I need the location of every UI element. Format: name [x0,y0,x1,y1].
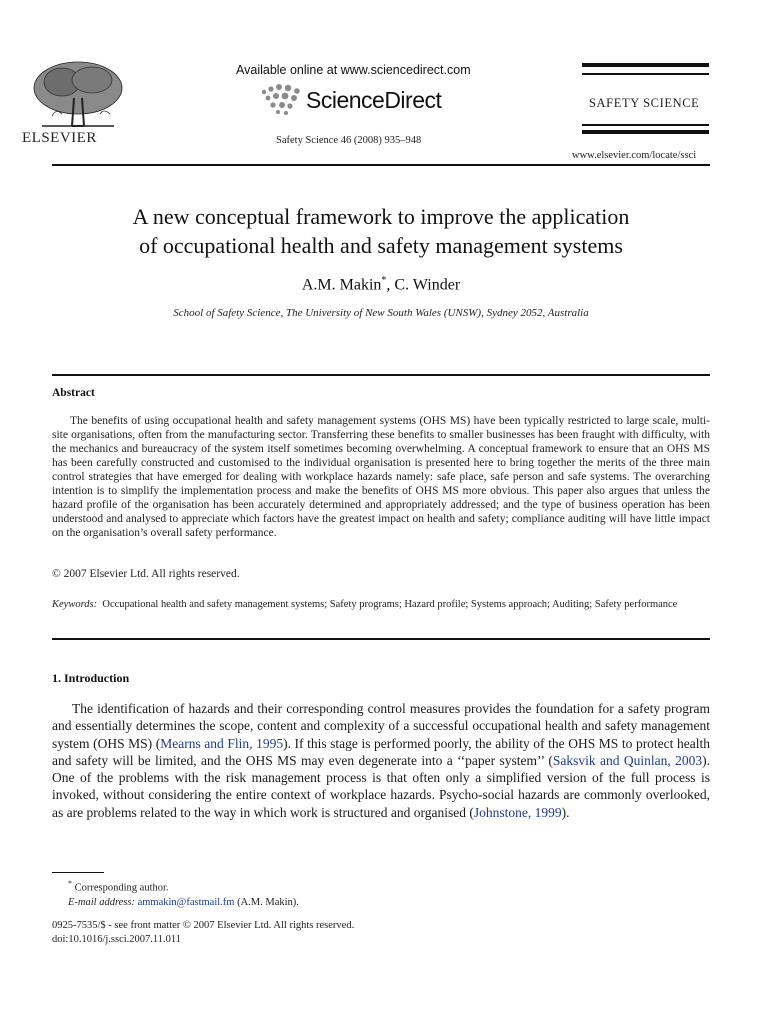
email-suffix: (A.M. Makin). [234,896,299,908]
footnotes [52,877,299,910]
abstract-body [52,414,710,540]
journal-name: SAFETY SCIENCE [589,96,700,110]
title-line-1: A new conceptual framework to improve the application [132,204,630,229]
abstract-top-rule [52,374,710,376]
title-line-2: of occupational health and safety management systems [139,233,623,258]
sciencedirect-logo-text: ScienceDirect [306,87,442,113]
email-label: E-mail address: [68,896,135,908]
citation-link-johnstone[interactable]: Johnstone, 1999 [473,804,562,820]
keywords-label: Keywords: [52,599,98,610]
available-online-text[interactable]: Available online at www.sciencedirect.com [236,63,471,77]
issn-doi-block [52,919,354,947]
introduction-heading: 1. Introduction [52,671,130,685]
journal-rule-top-thin [582,73,709,75]
footnote-mark: * [68,879,72,888]
corresponding-author-mark[interactable]: * [381,275,387,286]
article-title [52,202,710,260]
journal-rule-bottom-thin [582,124,709,126]
journal-rule-bottom [582,130,709,134]
citation-link-saksvik-quinlan[interactable]: Saksvik and Quinlan, 2003 [552,752,703,768]
issn-line: 0925-7535/$ - see front matter © 2007 Elsevier Ltd. All rights reserved. [52,920,355,931]
keywords-text: Occupational health and safety management systems; Safety programs; Hazard profile; Systems approach; Auditing; Safety performance [102,599,678,610]
intro-text-1: The identification of hazards and their corresponding control measures provides the foundation for a safety program and essentially determines the scope, content and complexity of a successful occupational health and safety management system (OHS MS) ( [52,701,710,751]
email-link[interactable]: ammakin@fastmail.fm [137,896,235,908]
author-separator: , [386,276,395,294]
abstract-heading: Abstract [52,387,95,399]
author-affiliation: School of Safety Science, The University of New South Wales (UNSW), Sydney 2052, Australia [173,307,589,319]
header-divider [52,164,710,166]
author-winder[interactable]: C. Winder [394,276,461,294]
citation-link-mearns-flin[interactable]: Mearns and Flin, 1995 [160,735,284,751]
author-makin[interactable]: A.M. Makin [301,276,382,294]
journal-rule-top [582,63,709,67]
corresponding-author-note [52,877,299,896]
introduction-paragraph [52,700,710,821]
author-list [52,275,710,294]
keywords [52,598,710,612]
journal-url[interactable]: www.elsevier.com/locate/ssci [572,150,697,161]
journal-citation: Safety Science 46 (2008) 935–948 [276,135,422,146]
intro-text-2: ). If this stage is performed poorly, the ability of the OHS MS to protect health and safety will be limited, and the OHS MS may even degenerate into a ‘‘paper system’’ ( [52,735,710,768]
email-note [52,896,299,910]
introduction-body [52,700,710,821]
footnote-rule [52,872,104,873]
abstract-copyright: © 2007 Elsevier Ltd. All rights reserved. [52,568,240,580]
corresponding-author-label: Corresponding author. [74,882,169,894]
abstract-paragraph: The benefits of using occupational health and safety management systems (OHS MS) have been typically restricted to large scale, multi-site organisations, often from the manufacturing sector. Transferring these benefits to smaller businesses has been fraught with difficulty, with the mechanics and bureaucracy of the system itself sometimes becoming overwhelming. A conceptual framework to ensure that an OHS MS has been carefully constructed and customised to the individual organisation is presented here to bring together the merits of the three main control strategies that have emerged for dealing with workplace hazards namely: safe place, safe person and safe systems. The overarching intention is to simplify the implementation process and make the benefits of OHS MS more obvious. This paper also argues that unless the hazard profile of the organisation has been accurately determined and appropriately addressed; and the type of business operation has been understood and analysed to appreciate which factors have the greatest impact on health and safety; compliance auditing will have little impact on the organisation’s overall safety performance. [52,415,710,539]
intro-text-4: ). [561,804,570,820]
publisher-name: ELSEVIER [22,130,97,146]
doi-line[interactable]: doi:10.1016/j.ssci.2007.11.011 [52,934,182,945]
intro-text-3: ). One of the problems with the risk management process is that often only a simplified version of the full process is invoked, without considering the entire context of workplace hazards. Psycho-social hazards are commonly overlooked, as are problems related to the way in which work is structured and organised ( [52,752,710,820]
abstract-bottom-rule [52,638,710,640]
